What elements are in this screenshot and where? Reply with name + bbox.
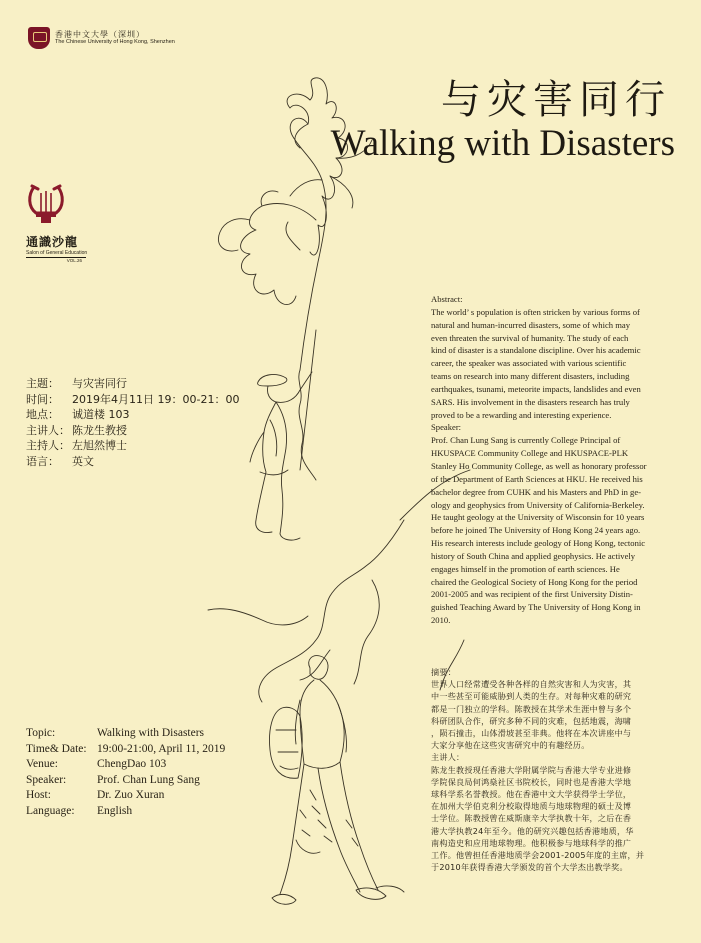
speaker-zh-heading: 主讲人： — [431, 752, 465, 763]
info-en-value: 19:00-21:00, April 11, 2019 — [97, 742, 226, 755]
info-zh-value: 与灾害同行 — [72, 377, 127, 390]
abstract-en-line: teams on research into many different disasters, including — [431, 371, 630, 382]
info-zh-label: 语言： — [26, 454, 59, 468]
info-zh-row-language — [26, 454, 239, 470]
abstract-zh-heading: 摘要： — [431, 667, 457, 677]
info-en-row-topic — [26, 726, 225, 742]
abstract-en — [431, 293, 681, 627]
info-zh-value: 英文 — [72, 454, 94, 468]
salon-name-zh: 通識沙龍 — [26, 235, 79, 249]
wind-tree-branches — [241, 124, 322, 305]
info-zh-row-speaker — [26, 423, 239, 439]
speaker-en-line: chaired the Geological Society of Hong Kong for the period — [431, 576, 638, 587]
hiker-torso — [300, 680, 344, 768]
abstract-zh-line: 中一些甚至可能威胁到人类的生存。对每种灾难的研究 — [431, 691, 632, 702]
university-logo — [28, 27, 175, 49]
info-zh-row-venue — [26, 407, 239, 423]
speaker-en-line: guished Teaching Award by The University of Hong Kong in — [431, 602, 641, 613]
speaker-zh-line: 球科学系名誉教授。他在香港中文大学获得学士学位， — [431, 789, 632, 800]
title-en: Walking with Disasters — [330, 123, 675, 164]
hiker-shoes — [272, 886, 404, 904]
info-zh-value: 陈龙生教授 — [72, 423, 127, 437]
speaker-en-line: before he joined The University of Hong Kong 24 years ago. — [431, 525, 641, 536]
info-en-row-host — [26, 788, 225, 804]
man-with-staff-coat — [250, 420, 288, 475]
info-zh-label: 主题： — [26, 377, 59, 390]
info-en-value: Prof. Chan Lung Sang — [97, 773, 200, 786]
title-zh: 与灾害同行 — [441, 77, 671, 123]
abstract-en-line: earthquakes, tsunami, meteorite impacts, landslides and even — [431, 383, 641, 394]
info-zh-label: 主讲人： — [26, 423, 70, 437]
abstract-zh-line: 大家分享他在这些灾害研究中的有趣经历。 — [431, 740, 590, 751]
salon-volume: VOL.26 — [66, 258, 82, 263]
info-en-label: Speaker: — [26, 773, 67, 786]
info-en-label: Language: — [26, 804, 75, 817]
abstract-en-line: natural and human-incurred disasters, some of which may — [431, 319, 631, 330]
abstract-en-line: SARS. His involvement in the disasters research has truly — [431, 396, 630, 407]
university-name-zh: 香港中文大學（深圳） — [55, 30, 145, 40]
info-zh-label: 地点： — [26, 408, 59, 421]
speaker-en-line: 2001-2005 and was recipient of the first University Distin- — [431, 589, 633, 600]
speaker-en-line: He taught geology at the University of Wisconsin for 10 years — [431, 512, 645, 523]
info-zh-label: 主持人： — [26, 439, 70, 452]
salon-name-en: Salon of General Education — [26, 250, 88, 256]
speaker-en-line: of the Department of Earth Sciences at HKU. He received his — [431, 473, 643, 484]
info-en-value: Walking with Disasters — [97, 727, 205, 739]
speaker-zh-line: 士学位。陈教授曾在威斯康辛大学执教十年，之后在香 — [431, 813, 632, 824]
info-zh-row-time — [26, 392, 239, 408]
speaker-zh-line: 南构造史和应用地球物理。他积极参与地球科学的推广 — [431, 837, 632, 848]
speaker-en-line: 2010. — [431, 615, 451, 626]
info-en-value: Dr. Zuo Xuran — [97, 789, 165, 801]
winding-path — [208, 520, 404, 702]
speaker-en-line: bachelor degree from CUHK and his Masters and PhD in ge- — [431, 486, 642, 497]
info-en-label: Topic: — [26, 727, 56, 739]
speaker-en-line: HKUSPACE Community College and HKUSPACE-PLK — [431, 448, 629, 459]
speaker-zh-line: 在加州大学伯克利分校取得地质与地球物理的硕士及博 — [431, 801, 632, 812]
hiker-backpack — [270, 707, 303, 778]
info-en-row-speaker — [26, 773, 225, 789]
info-en-row-time — [26, 742, 225, 758]
info-zh-value: 诚道楼 103 — [72, 408, 130, 421]
speaker-zh-line: 港大学执教24年至今。他的研究兴趣包括香港地质，华 — [431, 825, 634, 836]
speaker-zh-line: 于2010年获得香港大学颁发的首个大学杰出教学奖。 — [431, 862, 628, 873]
speaker-en-line: history of South China and applied geophysics. He actively — [431, 550, 636, 561]
info-en-row-language — [26, 804, 225, 820]
info-en-label: Time& Date: — [26, 742, 87, 755]
wind-tree-trunk — [299, 370, 316, 480]
man-with-staff-hat — [258, 375, 287, 386]
speaker-zh-line: 工作。他曾担任香港地质学会2001-2005年度的主席，并 — [431, 850, 645, 861]
event-info-en — [26, 726, 225, 819]
speaker-en-heading: Speaker: — [431, 422, 462, 433]
hiker-arms — [295, 700, 346, 752]
hiker-head — [309, 656, 328, 680]
abstract-en-heading: Abstract: — [431, 294, 463, 304]
speaker-en-line: Prof. Chan Lung Sang is currently College Principal of — [431, 435, 621, 446]
hiker-legs — [280, 762, 378, 894]
info-en-row-venue — [26, 757, 225, 773]
abstract-en-line: The world’ s population is often stricken by various forms of — [431, 306, 640, 317]
info-zh-value: 左旭然博士 — [72, 439, 127, 452]
speaker-en-line: His research interests include geology of Hong Kong, tectonic — [431, 538, 646, 549]
abstract-zh-line: 都是一门独立的学科。陈教授在其学术生涯中曾与多个 — [431, 703, 632, 714]
info-zh-value: 2019年4月11日 19：00-21：00 — [72, 392, 240, 406]
abstract-zh — [431, 666, 681, 873]
speaker-en-line: ology and geophysics from University of California-Berkeley. — [431, 499, 645, 510]
speaker-en-line: Stanley Ho Community College, as well as honorary professor — [431, 460, 647, 471]
info-en-value: English — [97, 804, 133, 817]
info-en-value: ChengDao 103 — [97, 758, 167, 770]
abstract-zh-line: 科研团队合作，研究多种不同的灾难，包括地震，海啸 — [431, 715, 632, 726]
abstract-en-line: proved to be a rewarding and interesting experience. — [431, 409, 612, 420]
info-en-label: Venue: — [26, 758, 58, 770]
university-name-en: The Chinese University of Hong Kong, Shenzhen — [55, 39, 175, 46]
abstract-en-line: kind of disaster is a standalone discipline. Over his academic — [431, 345, 641, 356]
event-info-zh — [26, 376, 239, 469]
speaker-en-line: engages himself in the promotion of earth sciences. He — [431, 563, 620, 574]
info-zh-label: 时间： — [26, 392, 59, 406]
abstract-zh-line: 世界人口经常遭受各种各样的自然灾害和人为灾害，其 — [431, 679, 632, 690]
info-zh-row-host — [26, 438, 239, 454]
lyre-icon — [26, 183, 66, 225]
speaker-zh-line: 陈龙生教授现任香港大学附属学院与香港大学专业进修 — [431, 764, 632, 775]
abstract-en-line: career, the speaker was associated with various scientific — [431, 358, 627, 369]
info-zh-row-topic — [26, 376, 239, 392]
abstract-en-line: even threaten the survival of humanity. The study of each — [431, 332, 629, 343]
info-en-label: Host: — [26, 789, 51, 801]
university-crest-icon — [28, 27, 50, 49]
salon-logo — [26, 183, 86, 263]
speaker-zh-line: 学院保良局何鸿燊社区书院校长，同时也是香港大学地 — [431, 776, 632, 787]
abstract-zh-line: ，陨石撞击，山体滑坡甚至非典。他将在本次讲座中与 — [431, 728, 632, 739]
man-with-staff-body — [256, 372, 312, 540]
